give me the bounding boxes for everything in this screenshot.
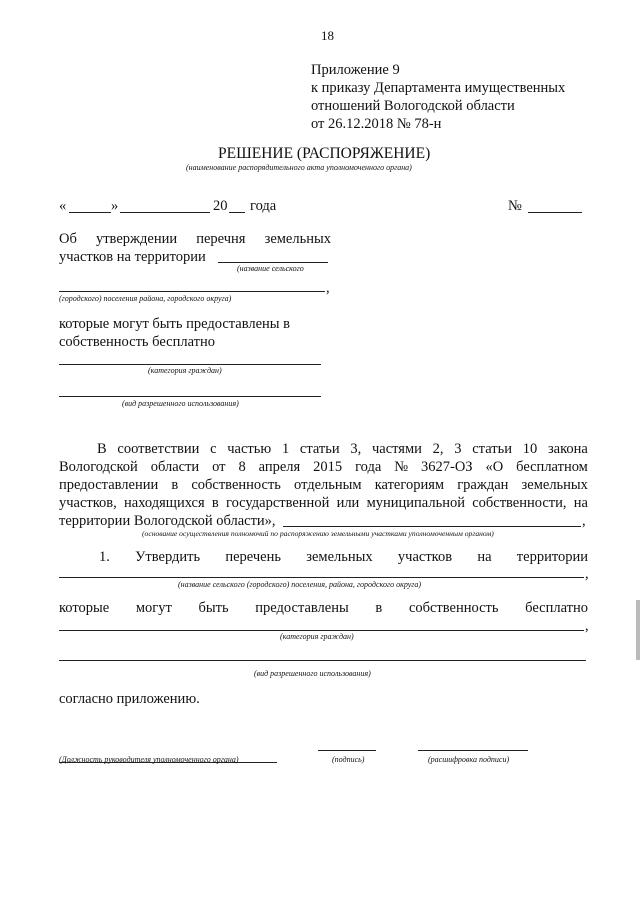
item1-category-caption: (категория граждан) <box>280 632 354 641</box>
subject-line-3: которые могут быть предоставлены в <box>59 316 291 332</box>
date-year-blank <box>229 212 245 213</box>
subject-comma: , <box>326 280 330 296</box>
number-blank <box>528 212 582 213</box>
body-p1-line-4: участков, находящихся в государственной или муниципальной собственности, на <box>59 495 588 511</box>
subject-category-blank <box>59 364 321 365</box>
signature-sign-blank <box>318 750 376 751</box>
item1-usage-blank <box>59 660 586 661</box>
body-p1-line-3: предоставлении в собственность отдельным категориям граждан земельных <box>59 477 588 493</box>
body-p1-line-2: Вологодской области от 8 апреля 2015 года № 3627-ОЗ «О бесплатном <box>59 459 588 475</box>
item1-line-1: 1. Утвердить перечень земельных участков на территории <box>99 549 588 565</box>
item1-territory-caption: (название сельского (городского) поселения, района, городского округа) <box>178 580 422 589</box>
subject-caption-3: (категория граждан) <box>148 366 222 375</box>
subject-territory-blank-2 <box>59 291 325 292</box>
page-number: 18 <box>321 28 334 43</box>
signature-sign-caption: (подпись) <box>332 755 365 764</box>
signature-position-caption: (Должность руководителя уполномоченного органа) <box>59 755 239 764</box>
scan-edge-shadow <box>636 600 640 660</box>
date-year-prefix: 20 <box>213 198 228 214</box>
body-basis-caption: (основание осуществления полномочий по распоряжению земельными участками уполномоченным органом) <box>142 529 494 538</box>
date-month-blank <box>120 212 210 213</box>
appendix-line-3: отношений Вологодской области <box>311 98 515 114</box>
item1-category-blank <box>59 630 584 631</box>
subject-caption-1: (название сельского <box>237 264 304 273</box>
subject-territory-blank <box>218 262 328 263</box>
body-basis-blank <box>283 526 581 527</box>
closing-text: согласно приложению. <box>59 691 200 707</box>
signature-decode-caption: (расшифровка подписи) <box>428 755 510 764</box>
item1-line-2: которые могут быть предоставлены в собственность бесплатно <box>59 600 588 616</box>
subject-line-1: Об утверждении перечня земельных <box>59 231 331 247</box>
subject-line-4: собственность бесплатно <box>59 334 215 350</box>
appendix-line-1: Приложение 9 <box>311 62 400 78</box>
date-open-quote: « <box>59 198 67 214</box>
body-p1-line-1: В соответствии с частью 1 статьи 3, частями 2, 3 статьи 10 закона <box>97 441 588 457</box>
appendix-line-4: от 26.12.2018 № 78-н <box>311 116 442 132</box>
item1-usage-caption: (вид разрешенного использования) <box>254 669 371 678</box>
signature-decode-blank <box>418 750 528 751</box>
body-p1-line-5: территории Вологодской области», <box>59 513 276 529</box>
item1-comma-2: , <box>585 618 589 634</box>
subject-line-2: участков на территории <box>59 249 206 265</box>
appendix-line-2: к приказу Департамента имущественных <box>311 80 566 96</box>
subject-caption-4: (вид разрешенного использования) <box>122 399 239 408</box>
document-title: РЕШЕНИЕ (РАСПОРЯЖЕНИЕ) <box>218 145 431 162</box>
date-year-word: года <box>250 198 277 214</box>
item1-comma: , <box>585 566 589 582</box>
subject-caption-2: (городского) поселения района, городского округа) <box>59 294 232 303</box>
body-basis-comma: , <box>582 513 586 529</box>
title-caption: (наименование распорядительного акта уполномоченного органа) <box>186 163 412 172</box>
date-day-blank <box>69 212 111 213</box>
subject-usage-blank <box>59 396 321 397</box>
number-sign: № <box>508 198 522 214</box>
item1-territory-blank <box>59 577 584 578</box>
date-close-quote: » <box>111 198 119 214</box>
